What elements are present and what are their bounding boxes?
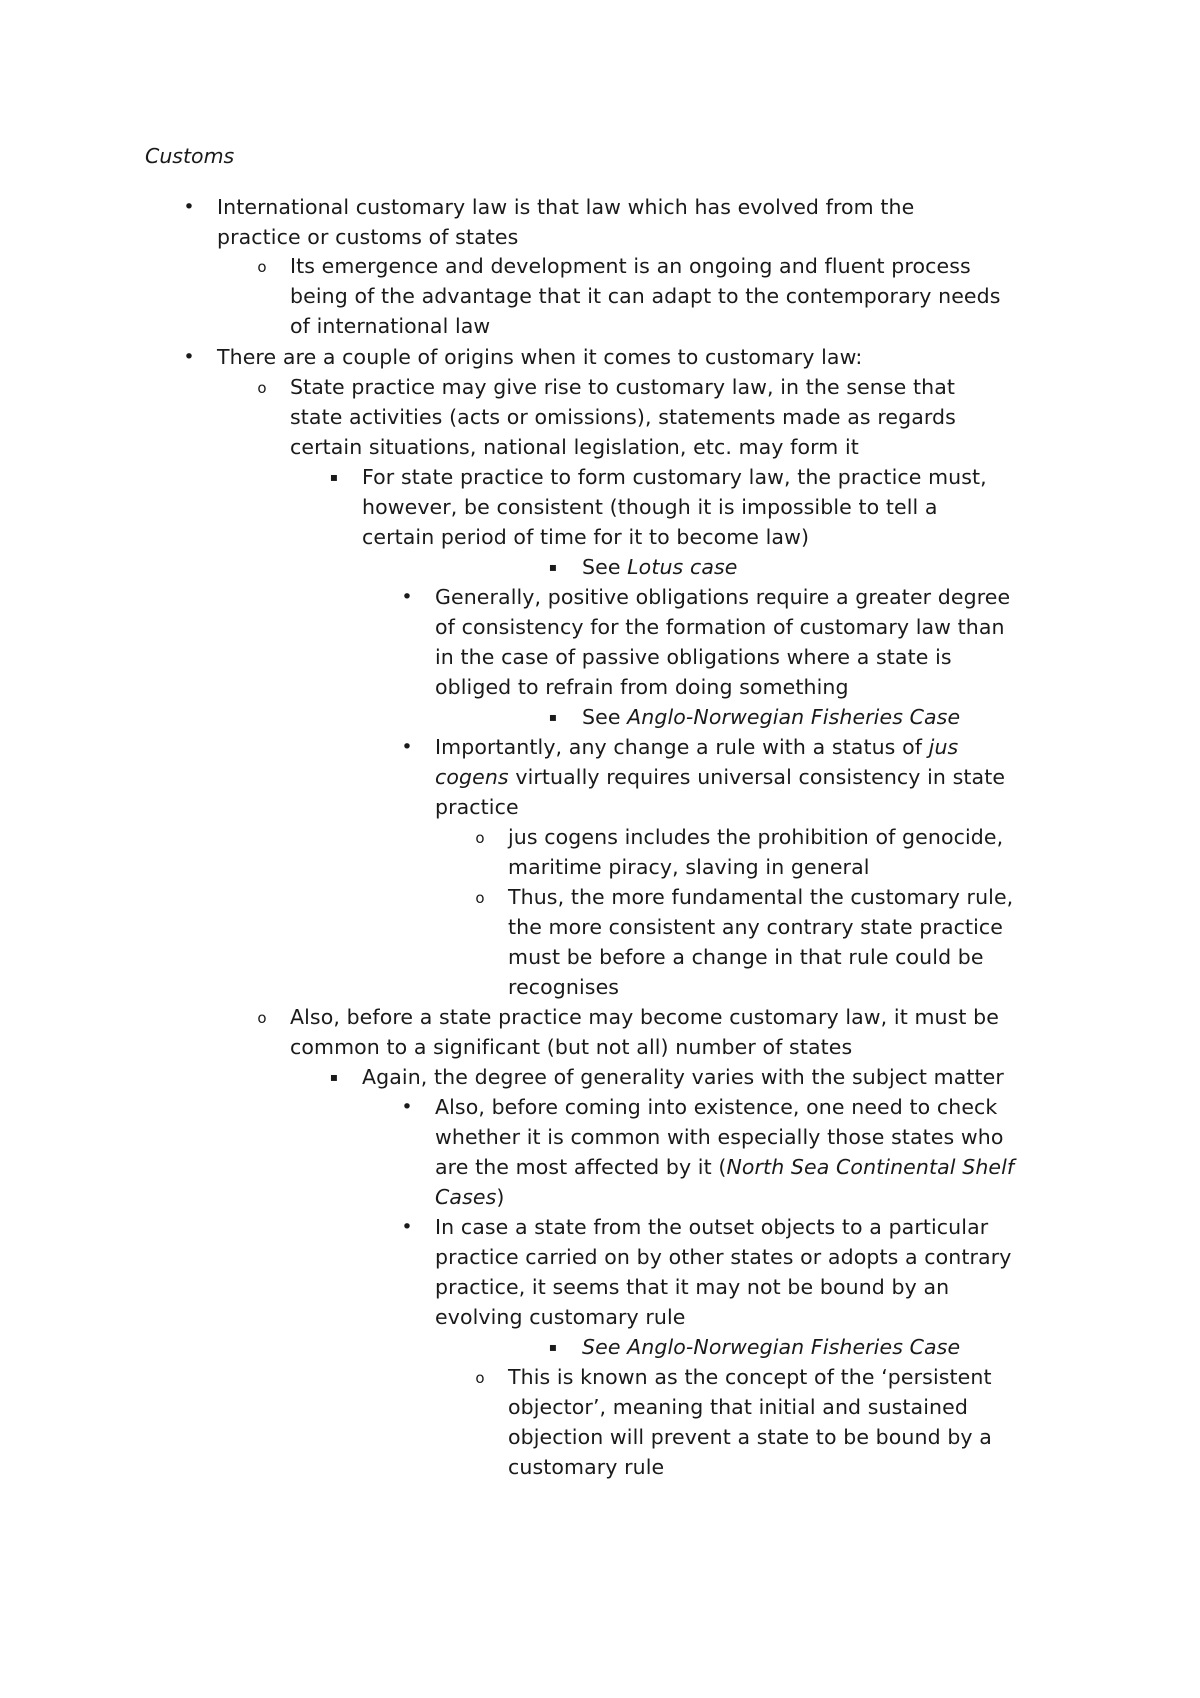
list-item-line: practice carried on by other states or adopts a contrary [435,1245,1012,1269]
page-title: Customs [145,144,235,168]
list-item [290,372,956,462]
list-item-line: evolving customary rule [435,1305,686,1329]
bullet-disc: • [401,1096,413,1118]
list-item-line: Thus, the more fundamental the customary rule, [508,885,1014,909]
list-item [290,251,1001,341]
bullet-disc: • [401,1216,413,1238]
list-item-line: however, be consistent (though it is impossible to tell a [362,495,938,519]
list-item [508,882,1013,1002]
bullet-square: ▪ [329,1070,339,1084]
list-item-text: virtually requires universal consistency in state [508,765,1006,789]
list-item [435,1092,1014,1212]
list-item-line: the more consistent any contrary state practice [508,915,1003,939]
list-item-line: whether it is common with especially those states who [435,1125,1004,1149]
case-citation: Lotus case [627,555,738,579]
list-item-text: See [582,705,628,729]
list-item-line: Generally, positive obligations require a greater degree [435,585,1011,609]
list-item-line: In case a state from the outset objects to a particular [435,1215,989,1239]
bullet-circle: o [257,258,267,276]
list-item-line: objection will prevent a state to be bound by a [508,1425,992,1449]
list-item-line: being of the advantage that it can adapt to the contemporary needs [290,284,1001,308]
list-item-line: certain period of time for it to become law) [362,525,810,549]
list-item [582,702,960,732]
list-item-line: common to a significant (but not all) number of states [290,1035,853,1059]
latin-term: cogens [435,765,509,789]
list-item-line: practice, it seems that it may not be bound by an [435,1275,950,1299]
list-item-line: practice [435,795,519,819]
list-item-text: See [582,555,628,579]
list-item-line: This is known as the concept of the ‘persistent [508,1365,992,1389]
case-citation: Anglo-Norwegian Fisheries Case [627,705,961,729]
bullet-disc: • [183,196,195,218]
list-item [362,1062,1004,1092]
list-item-line: must be before a change in that rule could be [508,945,984,969]
list-item-line: Its emergence and development is an ongoing and fluent process [290,254,971,278]
bullet-square: ▪ [329,470,339,484]
list-item-line: Also, before coming into existence, one need to check [435,1095,998,1119]
list-item [290,1002,999,1062]
list-item-line: Again, the degree of generality varies with the subject matter [362,1065,1004,1089]
list-item [508,822,1003,882]
list-item-line: International customary law is that law which has evolved from the [217,195,915,219]
list-item [508,1362,992,1482]
bullet-circle: o [257,379,267,397]
list-item [435,582,1010,702]
list-item-line: objector’, meaning that initial and sustained [508,1395,968,1419]
case-citation: See Anglo-Norwegian Fisheries Case [582,1335,961,1359]
list-item [435,732,1005,822]
list-item-line: jus cogens includes the prohibition of genocide, [508,825,1004,849]
list-item [582,552,737,582]
bullet-square: ▪ [548,1340,558,1354]
list-item-line: of consistency for the formation of customary law than [435,615,1005,639]
bullet-disc: • [401,586,413,608]
list-item-text: are the most affected by it ( [435,1155,727,1179]
list-item-line: certain situations, national legislation, etc. may form it [290,435,859,459]
list-item [217,192,914,252]
list-item-line: Also, before a state practice may become customary law, it must be [290,1005,999,1029]
bullet-circle: o [257,1009,267,1027]
list-item-line: For state practice to form customary law, the practice must, [362,465,987,489]
bullet-circle: o [475,829,485,847]
bullet-circle: o [475,1369,485,1387]
list-item-line: customary rule [508,1455,665,1479]
list-item-line: practice or customs of states [217,225,519,249]
case-citation: North Sea Continental Shelf [726,1155,1015,1179]
list-item-line: state activities (acts or omissions), statements made as regards [290,405,956,429]
list-item [582,1332,960,1362]
list-item-line: There are a couple of origins when it comes to customary law: [217,345,863,369]
bullet-disc: • [401,736,413,758]
list-item-line: of international law [290,314,491,338]
list-item-text: ) [496,1185,505,1209]
latin-term: jus [928,735,959,759]
case-citation: Cases [435,1185,497,1209]
list-item-text: Importantly, any change a rule with a status of [435,735,929,759]
list-item [362,462,987,552]
bullet-circle: o [475,889,485,907]
list-item-line: State practice may give rise to customary law, in the sense that [290,375,956,399]
bullet-square: ▪ [548,710,558,724]
list-item-line: obliged to refrain from doing something [435,675,849,699]
list-item [435,1212,1011,1332]
list-item [217,342,862,372]
bullet-square: ▪ [548,560,558,574]
bullet-disc: • [183,346,195,368]
list-item-line: recognises [508,975,620,999]
list-item-line: maritime piracy, slaving in general [508,855,870,879]
list-item-line: in the case of passive obligations where a state is [435,645,952,669]
